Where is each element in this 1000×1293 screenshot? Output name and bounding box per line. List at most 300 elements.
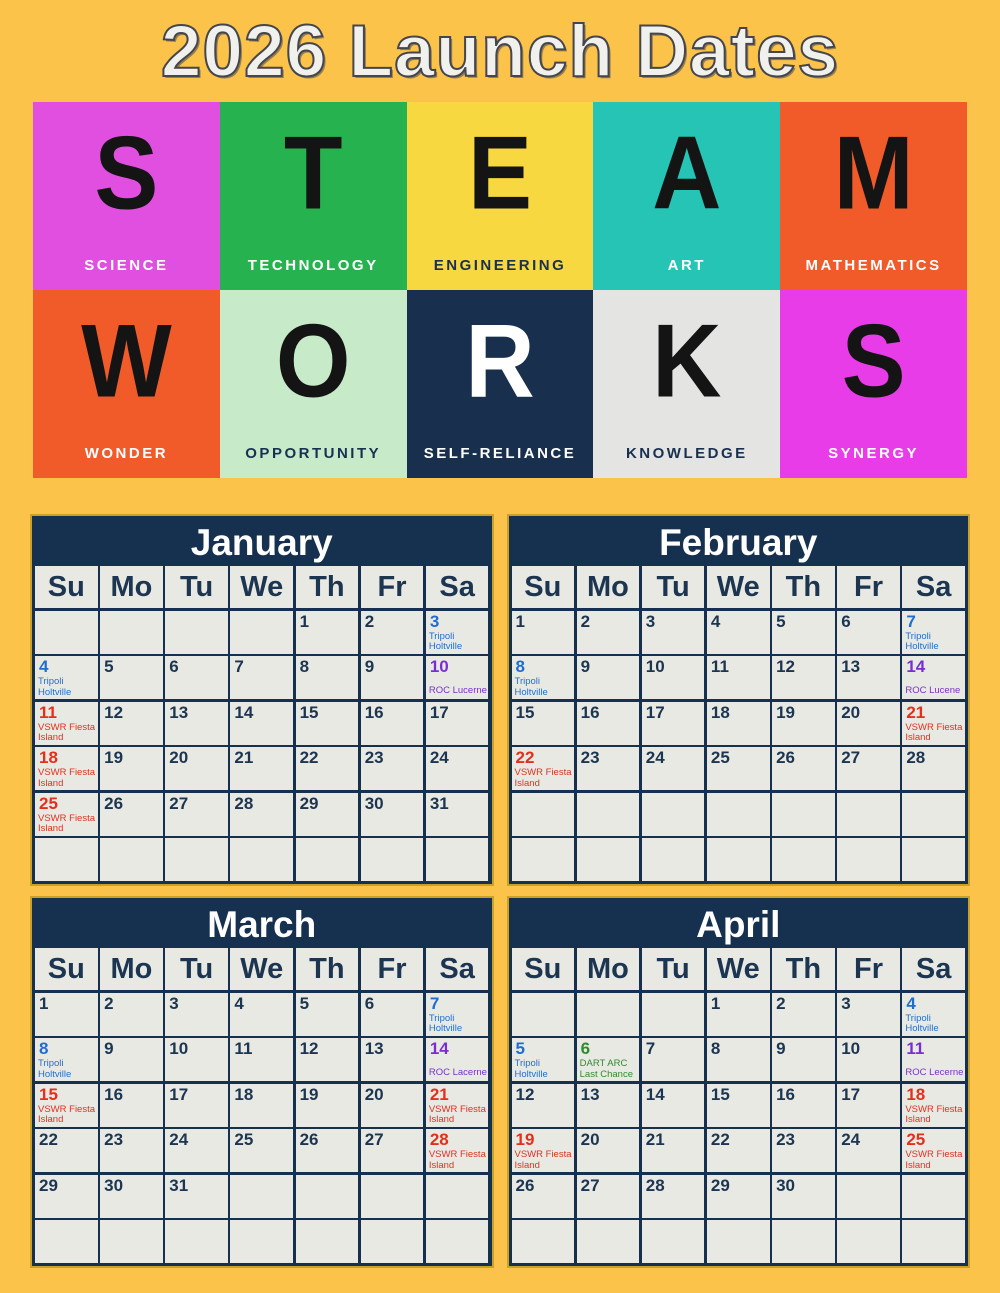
- day-number: 30: [776, 1175, 795, 1195]
- calendar-day-cell: [165, 838, 228, 881]
- month-title: February: [659, 522, 818, 563]
- day-number: 25: [710, 748, 730, 767]
- day-number: 16: [580, 702, 600, 722]
- calendar-day-cell: [577, 747, 640, 790]
- calendar-day-cell: [837, 1220, 900, 1263]
- day-number: 17: [645, 702, 665, 722]
- day-number: 21: [906, 702, 926, 722]
- banner-tile-mathematics: [780, 102, 967, 290]
- calendar-day-cell: [361, 611, 424, 654]
- day-number: 11: [710, 657, 729, 676]
- calendar-day-cell: [707, 993, 770, 1036]
- calendar-day-cell: [230, 1175, 293, 1218]
- calendar-day-cell: [707, 747, 770, 790]
- calendar-day-cell: [165, 702, 228, 745]
- calendar-day-cell: [230, 793, 293, 836]
- calendar-day-cell: [361, 1038, 424, 1081]
- day-number: 1: [515, 611, 525, 631]
- calendar-day-cell: [772, 747, 835, 790]
- day-of-week-header: Fr: [361, 566, 424, 608]
- calendar-day-cell: [772, 1129, 835, 1172]
- calendar-day-cell: [100, 993, 163, 1036]
- calendar-day-cell: [165, 793, 228, 836]
- day-number: 5: [515, 1039, 525, 1058]
- calendar-day-cell: [296, 838, 359, 881]
- event-label: ROC Lacerne: [428, 1066, 487, 1078]
- banner-tile-technology: [220, 102, 407, 290]
- day-number: 4: [710, 611, 721, 631]
- day-of-week-header: Tu: [642, 948, 705, 990]
- day-number: 22: [710, 1130, 730, 1149]
- day-number: 22: [299, 748, 319, 767]
- calendar-day-cell: [296, 747, 359, 790]
- calendar-day-cell: [707, 1038, 770, 1081]
- tile-word: TECHNOLOGY: [247, 257, 379, 274]
- calendar-day-cell: [642, 838, 705, 881]
- calendar-day-cell: [100, 1084, 163, 1127]
- day-of-week-header: Su: [35, 566, 98, 608]
- day-number: 30: [364, 793, 384, 813]
- calendar-day-cell: [230, 838, 293, 881]
- tile-word: MATHEMATICS: [805, 257, 942, 274]
- calendar-day-cell: [577, 838, 640, 881]
- day-number: 6: [169, 657, 179, 676]
- calendar-day-cell: [577, 656, 640, 699]
- event-label: VSWR Fiesta Island: [514, 1149, 572, 1171]
- day-number: 24: [645, 748, 665, 767]
- calendar-day-cell: [772, 702, 835, 745]
- day-number: 1: [299, 611, 310, 631]
- day-number: 2: [580, 611, 591, 631]
- day-number: 24: [169, 1130, 189, 1149]
- day-of-week-header: Th: [296, 566, 359, 608]
- day-number: 12: [299, 1039, 319, 1058]
- calendar-day-cell: [230, 1038, 293, 1081]
- day-of-week-header: Mo: [577, 566, 640, 608]
- month-calendar-february: [507, 514, 971, 886]
- tile-letter: S: [841, 303, 906, 420]
- calendar-day-cell: [512, 1129, 575, 1172]
- calendar-day-cell: [837, 656, 900, 699]
- calendar-day-cell: [772, 1084, 835, 1127]
- event-label: Tripoli Holtville: [905, 1012, 939, 1034]
- day-number: 23: [104, 1130, 124, 1149]
- day-number: 1: [710, 993, 721, 1013]
- calendar-day-cell: [837, 747, 900, 790]
- event-label: VSWR Fiesta Island: [905, 721, 963, 743]
- calendar-day-cell: [230, 611, 293, 654]
- day-number: 27: [169, 793, 189, 813]
- tile-word: WONDER: [84, 445, 169, 462]
- calendar-day-cell: [426, 1038, 489, 1081]
- event-label: Tripoli Holtville: [38, 1058, 72, 1080]
- tile-word: SELF-RELIANCE: [423, 445, 577, 462]
- event-label: Tripoli Holtville: [428, 1012, 463, 1034]
- day-number: 18: [710, 702, 730, 722]
- day-number: 21: [234, 748, 254, 767]
- calendar-day-cell: [296, 1175, 359, 1218]
- calendar-day-cell: [707, 1220, 770, 1263]
- calendar-day-cell: [165, 1129, 228, 1172]
- poster-title: 2026 Launch Dates: [160, 11, 840, 92]
- calendar-day-cell: [296, 793, 359, 836]
- tile-letter: E: [467, 115, 532, 232]
- calendar-day-cell: [902, 1220, 965, 1263]
- calendar-day-cell: [577, 1129, 640, 1172]
- event-label: VSWR Fiesta Island: [38, 812, 96, 834]
- tile-letter: A: [652, 115, 722, 232]
- day-number: 5: [776, 611, 786, 631]
- day-number: 15: [299, 702, 319, 722]
- day-number: 28: [906, 748, 926, 767]
- calendar-grid: [512, 948, 966, 1263]
- day-number: 3: [429, 611, 440, 631]
- calendar-day-cell: [165, 611, 228, 654]
- event-label: Tripoli Holtville: [428, 630, 463, 652]
- day-number: 15: [39, 1084, 58, 1104]
- calendar-day-cell: [35, 1220, 98, 1263]
- day-number: 11: [906, 1039, 925, 1058]
- day-number: 28: [645, 1175, 665, 1195]
- month-calendar-january: [30, 514, 494, 886]
- banner-tile-engineering: [407, 102, 594, 290]
- tile-letter: S: [94, 115, 159, 232]
- event-label: VSWR Fiesta Island: [38, 721, 96, 743]
- calendar-day-cell: [837, 838, 900, 881]
- event-label: VSWR Fiesta Island: [905, 1103, 963, 1125]
- calendar-day-cell: [772, 838, 835, 881]
- calendar-day-cell: [902, 702, 965, 745]
- day-number: 11: [39, 702, 57, 722]
- day-number: 29: [299, 793, 319, 813]
- day-number: 20: [841, 702, 861, 722]
- day-number: 29: [710, 1175, 730, 1195]
- day-number: 15: [710, 1084, 730, 1104]
- event-label: VSWR Fiesta Island: [38, 1103, 96, 1125]
- day-of-week-header: Su: [512, 566, 575, 608]
- calendar-day-cell: [837, 611, 900, 654]
- calendar-day-cell: [100, 793, 163, 836]
- day-number: 16: [104, 1084, 124, 1104]
- calendar-day-cell: [35, 838, 98, 881]
- calendar-day-cell: [512, 611, 575, 654]
- tile-word: KNOWLEDGE: [625, 445, 748, 462]
- day-number: 26: [299, 1130, 319, 1149]
- calendar-day-cell: [361, 702, 424, 745]
- day-number: 4: [906, 993, 916, 1013]
- day-of-week-header: Sa: [902, 948, 965, 990]
- calendar-day-cell: [35, 793, 98, 836]
- calendar-day-cell: [837, 1129, 900, 1172]
- calendar-day-cell: [361, 838, 424, 881]
- calendar-day-cell: [642, 747, 705, 790]
- day-number: 28: [429, 1130, 449, 1149]
- tile-letter: W: [81, 303, 172, 420]
- calendar-day-cell: [361, 656, 424, 699]
- calendar-day-cell: [707, 1129, 770, 1172]
- day-number: 7: [234, 657, 244, 676]
- event-label: ROC Lecerne: [905, 1066, 964, 1078]
- calendar-day-cell: [902, 1084, 965, 1127]
- day-number: 7: [645, 1039, 656, 1058]
- calendar-day-cell: [707, 793, 770, 836]
- event-label: VSWR Fiesta Island: [905, 1149, 963, 1171]
- calendar-day-cell: [512, 1084, 575, 1127]
- calendar-day-cell: [707, 656, 770, 699]
- day-number: 1: [39, 993, 49, 1013]
- day-number: 6: [364, 993, 375, 1013]
- calendar-day-cell: [426, 1084, 489, 1127]
- day-number: 8: [39, 1039, 49, 1058]
- calendar-day-cell: [577, 611, 640, 654]
- event-label: Tripoli Holtville: [38, 676, 72, 698]
- banner-tile-wonder: [33, 290, 220, 478]
- calendar-day-cell: [35, 993, 98, 1036]
- event-label: VSWR Fiesta Island: [428, 1149, 486, 1171]
- calendar-day-cell: [577, 702, 640, 745]
- calendar-day-cell: [577, 1038, 640, 1081]
- calendar-day-cell: [772, 656, 835, 699]
- calendar-day-cell: [35, 1038, 98, 1081]
- calendar-day-cell: [902, 993, 965, 1036]
- calendar-day-cell: [512, 793, 575, 836]
- calendar-day-cell: [642, 656, 705, 699]
- day-number: 26: [776, 748, 795, 767]
- day-number: 9: [776, 1039, 786, 1058]
- calendar-day-cell: [165, 656, 228, 699]
- day-number: 2: [364, 611, 375, 631]
- day-number: 31: [429, 793, 449, 813]
- calendar-day-cell: [512, 1220, 575, 1263]
- calendar-day-cell: [35, 656, 98, 699]
- calendar-day-cell: [642, 611, 705, 654]
- day-number: 3: [841, 993, 851, 1013]
- day-number: 5: [299, 993, 310, 1013]
- calendar-day-cell: [100, 656, 163, 699]
- day-number: 10: [645, 657, 665, 676]
- day-number: 25: [906, 1130, 926, 1149]
- day-number: 27: [580, 1175, 600, 1195]
- day-number: 22: [515, 748, 535, 767]
- day-of-week-header: Mo: [100, 948, 163, 990]
- calendar-day-cell: [902, 793, 965, 836]
- day-of-week-header: Mo: [100, 566, 163, 608]
- calendar-day-cell: [837, 1175, 900, 1218]
- calendar-day-cell: [35, 1129, 98, 1172]
- day-of-week-header: We: [230, 566, 293, 608]
- calendar-day-cell: [426, 1129, 489, 1172]
- calendar-day-cell: [165, 993, 228, 1036]
- month-title: January: [190, 522, 333, 563]
- event-label: Tripoli Holtville: [514, 1058, 548, 1080]
- day-number: 13: [169, 702, 189, 722]
- day-number: 18: [906, 1084, 926, 1104]
- day-number: 13: [364, 1039, 384, 1058]
- day-of-week-header: Tu: [165, 948, 228, 990]
- calendar-day-cell: [426, 1175, 489, 1218]
- day-number: 9: [104, 1039, 114, 1058]
- day-number: 6: [580, 1039, 591, 1058]
- day-number: 3: [169, 993, 179, 1013]
- calendar-day-cell: [772, 611, 835, 654]
- calendar-grid: [512, 566, 966, 881]
- day-of-week-header: Tu: [165, 566, 228, 608]
- day-number: 8: [299, 657, 310, 676]
- calendar-grid: [35, 566, 489, 881]
- day-number: 17: [429, 702, 449, 722]
- calendar-day-cell: [707, 611, 770, 654]
- calendar-day-cell: [707, 1084, 770, 1127]
- day-of-week-header: Fr: [361, 948, 424, 990]
- calendar-day-cell: [426, 993, 489, 1036]
- calendar-day-cell: [426, 656, 489, 699]
- day-number: 18: [234, 1084, 254, 1104]
- calendar-day-cell: [296, 611, 359, 654]
- calendar-day-cell: [100, 1129, 163, 1172]
- day-number: 3: [645, 611, 656, 631]
- day-of-week-header: Fr: [837, 948, 900, 990]
- tile-letter: R: [465, 303, 535, 420]
- calendar-day-cell: [230, 1129, 293, 1172]
- calendar-day-cell: [361, 993, 424, 1036]
- day-number: 2: [104, 993, 114, 1013]
- calendar-day-cell: [772, 993, 835, 1036]
- calendar-day-cell: [361, 1220, 424, 1263]
- day-number: 10: [169, 1039, 189, 1058]
- calendar-day-cell: [512, 838, 575, 881]
- month-calendar-april: [507, 896, 971, 1268]
- day-number: 12: [104, 702, 124, 722]
- tile-letter: M: [833, 115, 914, 232]
- day-number: 24: [841, 1130, 861, 1149]
- day-number: 26: [515, 1175, 535, 1195]
- day-number: 9: [364, 657, 375, 676]
- calendar-day-cell: [165, 1175, 228, 1218]
- tile-word: SCIENCE: [84, 257, 169, 274]
- day-number: 25: [234, 1130, 254, 1149]
- calendar-day-cell: [361, 793, 424, 836]
- tile-word: OPPORTUNITY: [245, 445, 382, 462]
- day-of-week-header: Su: [35, 948, 98, 990]
- calendar-day-cell: [512, 656, 575, 699]
- calendar-day-cell: [35, 702, 98, 745]
- event-label: DART ARC Last Chance: [579, 1058, 633, 1080]
- calendar-day-cell: [100, 1038, 163, 1081]
- event-label: VSWR Fiesta Island: [428, 1103, 486, 1125]
- calendar-day-cell: [902, 1129, 965, 1172]
- calendar-day-cell: [100, 611, 163, 654]
- calendar-day-cell: [165, 747, 228, 790]
- calendar-day-cell: [361, 1129, 424, 1172]
- calendar-day-cell: [230, 747, 293, 790]
- calendar-day-cell: [230, 702, 293, 745]
- day-number: 21: [645, 1130, 665, 1149]
- calendar-day-cell: [100, 702, 163, 745]
- day-number: 21: [429, 1084, 449, 1104]
- day-of-week-header: Mo: [577, 948, 640, 990]
- day-number: 5: [104, 657, 114, 676]
- event-label: Tripoli Holtville: [514, 676, 548, 698]
- calendar-day-cell: [902, 656, 965, 699]
- tile-letter: K: [652, 303, 722, 420]
- calendar-day-cell: [772, 1220, 835, 1263]
- calendar-day-cell: [361, 1175, 424, 1218]
- day-number: 20: [580, 1130, 600, 1149]
- calendar-day-cell: [35, 1084, 98, 1127]
- day-number: 8: [710, 1039, 721, 1058]
- month-title: March: [207, 904, 317, 945]
- day-of-week-header: We: [230, 948, 293, 990]
- calendar-day-cell: [296, 1220, 359, 1263]
- day-number: 15: [515, 702, 535, 722]
- calendar-day-cell: [577, 793, 640, 836]
- day-number: 17: [169, 1084, 189, 1104]
- day-number: 17: [841, 1084, 861, 1104]
- calendar-day-cell: [642, 1175, 705, 1218]
- calendar-day-cell: [35, 747, 98, 790]
- calendar-day-cell: [837, 1084, 900, 1127]
- calendar-day-cell: [296, 1129, 359, 1172]
- day-number: 12: [776, 657, 795, 676]
- calendar-day-cell: [837, 702, 900, 745]
- month-title: April: [696, 904, 781, 945]
- calendar-day-cell: [577, 1220, 640, 1263]
- calendar-day-cell: [642, 1084, 705, 1127]
- calendar-day-cell: [707, 702, 770, 745]
- day-of-week-header: Tu: [642, 566, 705, 608]
- calendar-day-cell: [512, 747, 575, 790]
- day-of-week-header: Th: [296, 948, 359, 990]
- day-number: 31: [169, 1175, 189, 1195]
- calendar-day-cell: [837, 1038, 900, 1081]
- calendar-day-cell: [642, 1129, 705, 1172]
- day-number: 26: [104, 793, 124, 813]
- day-number: 18: [39, 748, 58, 767]
- calendar-day-cell: [902, 1175, 965, 1218]
- banner-tile-synergy: [780, 290, 967, 478]
- calendar-day-cell: [230, 993, 293, 1036]
- calendar-day-cell: [837, 793, 900, 836]
- calendar-day-cell: [100, 1220, 163, 1263]
- day-number: 4: [39, 657, 49, 676]
- day-number: 14: [645, 1084, 665, 1104]
- day-number: 14: [234, 702, 254, 722]
- day-number: 7: [429, 993, 440, 1013]
- tile-word: ART: [667, 257, 706, 274]
- calendar-day-cell: [100, 838, 163, 881]
- calendar-day-cell: [426, 747, 489, 790]
- day-number: 16: [364, 702, 384, 722]
- day-of-week-header: Fr: [837, 566, 900, 608]
- day-number: 8: [515, 657, 525, 676]
- calendar-day-cell: [512, 1038, 575, 1081]
- calendar-day-cell: [902, 611, 965, 654]
- calendar-day-cell: [577, 1084, 640, 1127]
- event-label: ROC Lucerne: [428, 684, 487, 696]
- calendar-day-cell: [642, 993, 705, 1036]
- calendar-day-cell: [902, 747, 965, 790]
- calendars-grid: [30, 514, 970, 1268]
- day-number: 13: [841, 657, 861, 676]
- calendar-day-cell: [642, 1220, 705, 1263]
- calendar-day-cell: [296, 1084, 359, 1127]
- tile-word: SYNERGY: [828, 445, 920, 462]
- calendar-day-cell: [230, 656, 293, 699]
- calendar-day-cell: [642, 1038, 705, 1081]
- day-number: 20: [169, 748, 189, 767]
- tile-letter: O: [275, 303, 351, 420]
- calendar-day-cell: [361, 747, 424, 790]
